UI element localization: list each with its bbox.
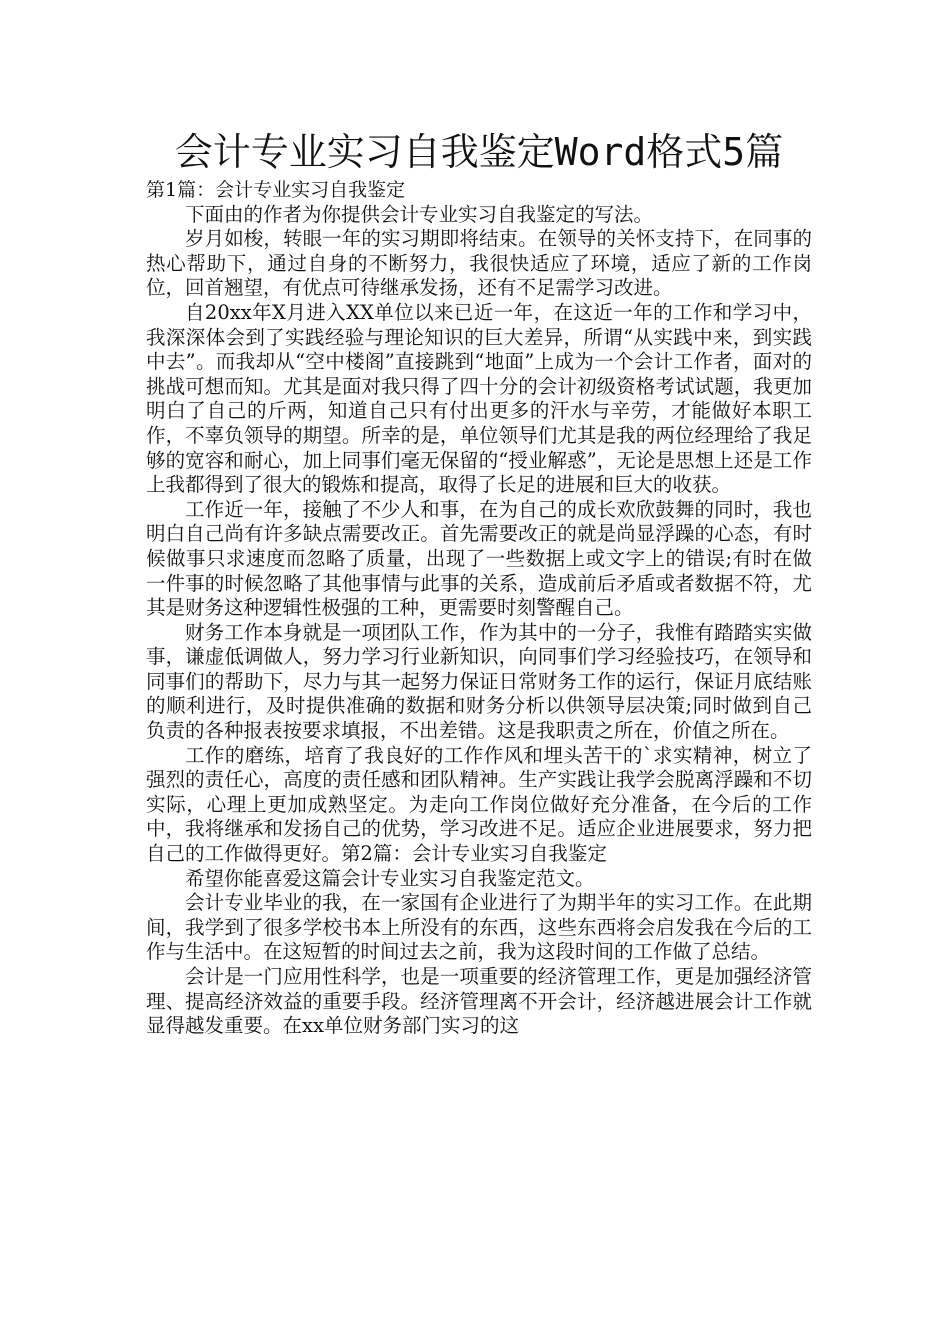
section-1-heading: 第1篇：会计专业实习自我鉴定 [146,179,406,201]
body-paragraph: 工作的磨练，培育了我良好的工作作风和埋头苦干的`求实精神，树立了强烈的责任心，高度的责任感和团队精神。生产实践让我学会脱离浮躁和不切实际，心理上更加成熟坚定。为走向工作岗位做好充分准备，在今后的工作中，我将继承和发扬自己的优势，学习改进不足。适应企业进展要求，努力把自己的工作做得更好。第2篇：会计专业实习自我鉴定 [146,743,812,866]
body-paragraph: 下面由的作者为你提供会计专业实习自我鉴定的写法。 [185,202,654,226]
body-paragraph: 财务工作本身就是一项团队工作，作为其中的一分子，我惟有踏踏实实做事，谦虚低调做人，努力学习行业新知识，向同事们学习经验技巧，在领导和同事们的帮助下，尽力与其一起努力保证日常财务工作的运行，保证月底结账的顺利进行，及时提供准确的数据和财务分析以供领导层决策;同时做到自己负责的各种报表按要求填报，不出差错。这是我职责之所在，价值之所在。 [146,620,812,743]
body-paragraph: 工作近一年，接触了不少人和事，在为自己的成长欢欣鼓舞的同时，我也明白自己尚有许多缺点需要改正。首先需要改正的就是尚显浮躁的心态，有时候做事只求速度而忽略了质量，出现了一些数据上或文字上的错误;有时在做一件事的时候忽略了其他事情与此事的关系，造成前后矛盾或者数据不符，尤其是财务这种逻辑性极强的工种，更需要时刻警醒自己。 [146,497,812,620]
body-paragraph: 自20xx年X月进入XX单位以来已近一年，在这近一年的工作和学习中，我深深体会到了实践经验与理论知识的巨大差异，所谓“从实践中来，到实践中去”。而我却从“空中楼阁”直接跳到“地面”上成为一个会计工作者，面对的挑战可想而知。尤其是面对我只得了四十分的会计初级资格考试试题，我更加明白了自己的斤两，知道自己只有付出更多的汗水与辛劳，才能做好本职工作，不辜负领导的期望。所幸的是，单位领导们尤其是我的两位经理给了我足够的宽容和耐心，加上同事们毫无保留的“授业解惑”，无论是思想上还是工作上我都得到了很大的锻炼和提高，取得了长足的进展和巨大的收获。 [146,300,812,497]
body-paragraph: 会计是一门应用性科学，也是一项重要的经济管理工作，更是加强经济管理、提高经济效益的重要手段。经济管理离不开会计，经济越进展会计工作就显得越发重要。在xx单位财务部门实习的这 [146,965,812,1038]
document-title: 会计专业实习自我鉴定Word格式5篇 [174,130,784,174]
body-paragraph: 希望你能喜爱这篇会计专业实习自我鉴定范文。 [185,866,595,890]
body-paragraph: 会计专业毕业的我，在一家国有企业进行了为期半年的实习工作。在此期间，我学到了很多学校书本上所没有的东西，这些东西将会启发我在今后的工作与生活中。在这短暂的时间过去之前，我为这段时间的工作做了总结。 [146,891,812,964]
document-page [146,128,812,1039]
body-paragraph: 岁月如梭，转眼一年的实习期即将结束。在领导的关怀支持下，在同事的热心帮助下，通过自身的不断努力，我很快适应了环境，适应了新的工作岗位，回首翘望，有优点可待继承发扬，还有不足需学习改进。 [146,227,812,300]
